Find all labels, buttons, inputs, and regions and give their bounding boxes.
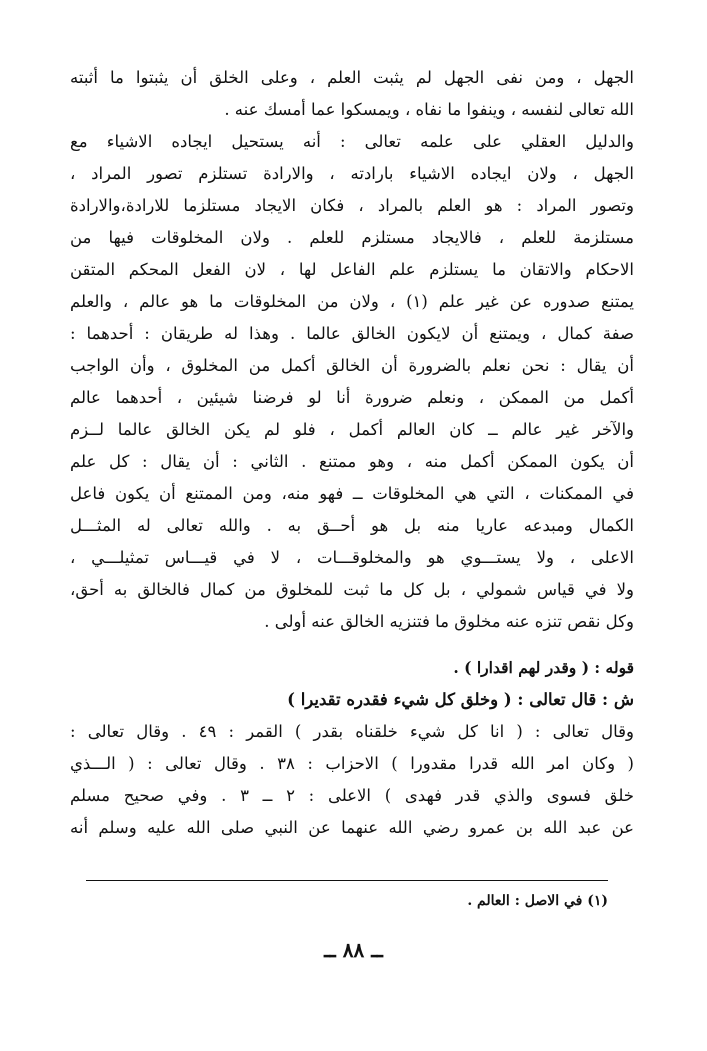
text-line: في الممكنات ، التي هي المخلوقات ــ فهو منه، ومن الممتنع أن يكون فاعل xyxy=(70,484,634,503)
text-line: أن يقال : نحن نعلم بالضرورة أن الخالق أكمل من المخلوق ، وأن الواجب xyxy=(70,356,634,375)
text-line: والآخر غير عالم ــ كان العالم أكمل ، فلو لم يكن الخالق عالما لــزم xyxy=(70,420,634,439)
commentary-paragraph xyxy=(70,684,634,844)
paragraph-1 xyxy=(70,62,634,126)
text-line: ش : قال تعالى : ( وخلق كل شيء فقدره تقديرا ) xyxy=(287,690,634,709)
text-line: والدليل العقلي على علمه تعالى : أنه يستحيل ايجاده الاشياء مع xyxy=(70,132,634,151)
text-line: الجهل ، ولان ايجاده الاشياء بارادته ، والارادة تستلزم تصور المراد ، xyxy=(70,164,634,183)
text-line: ولا في قياس شمولي ، بل كل ما ثبت للمخلوق من كمال فالخالق به أحق، xyxy=(70,580,634,599)
text-line: صفة كمال ، ويمتنع أن لايكون الخالق عالما . وهذا له طريقان : أحدهما : xyxy=(70,324,634,343)
text-line: الاعلى ، ولا يستـــوي هو والمخلوقـــات ، لا في قيـــاس تمثيلـــي ، xyxy=(70,548,634,567)
page-number: ــ ٨٨ ــ xyxy=(324,938,383,962)
footnote: (١) في الاصل : العالم . xyxy=(467,893,608,909)
text-line: الاحكام والاتقان ما يستلزم علم الفاعل لها ، لان الفعل المحكم المتقن xyxy=(70,260,634,279)
section-heading xyxy=(70,652,634,684)
text-line: وتصور المراد : هو العلم بالمراد ، فكان الايجاد مستلزما للارادة،والارادة xyxy=(70,196,634,215)
footnote-divider xyxy=(86,880,608,881)
text-line: خلق فسوى والذي قدر فهدى ) الاعلى : ٢ ــ ٣ . وفي صحيح مسلم xyxy=(70,786,634,805)
text-line: وقال تعالى : ( انا كل شيء خلقناه بقدر ) القمر : ٤٩ . وقال تعالى : xyxy=(70,722,634,741)
text-line: وكل نقص تنزه عنه مخلوق ما فتنزيه الخالق عنه أولى . xyxy=(264,612,634,631)
paragraph-2 xyxy=(70,126,634,638)
text-line: ( وكان امر الله قدرا مقدورا ) الاحزاب : ٣٨ . وقال تعالى : ( الـــذي xyxy=(70,754,634,773)
heading-text: قوله : ( وقدر لهم اقدارا ) . xyxy=(453,658,634,677)
text-line: الله تعالى لنفسه ، وينفوا ما نفاه ، ويمسكوا عما أمسك عنه . xyxy=(224,100,634,119)
page-body xyxy=(70,62,634,844)
text-line: الكمال ومبدعه عاريا منه بل هو أحــق به . والله تعالى له المثـــل xyxy=(70,516,634,535)
text-line: مستلزمة للعلم ، فالايجاد مستلزم للعلم . ولان المخلوقات فيها من xyxy=(70,228,634,247)
text-line: الجهل ، ومن نفى الجهل لم يثبت العلم ، وعلى الخلق أن يثبتوا ما أثبته xyxy=(70,68,634,87)
text-line: عن عبد الله بن عمرو رضي الله عنهما عن النبي صلى الله عليه وسلم أنه xyxy=(70,818,634,837)
text-line: أن يكون الممكن أكمل منه ، وهو ممتنع . الثاني : أن يقال : كل علم xyxy=(70,452,634,471)
text-line: أكمل من الممكن ، ونعلم ضرورة أنا لو فرضنا شيئين ، أحدهما عالم xyxy=(70,388,634,407)
text-line: يمتنع صدوره عن غير علم (١) ، ولان من المخلوقات ما هو عالم ، والعلم xyxy=(70,292,634,311)
